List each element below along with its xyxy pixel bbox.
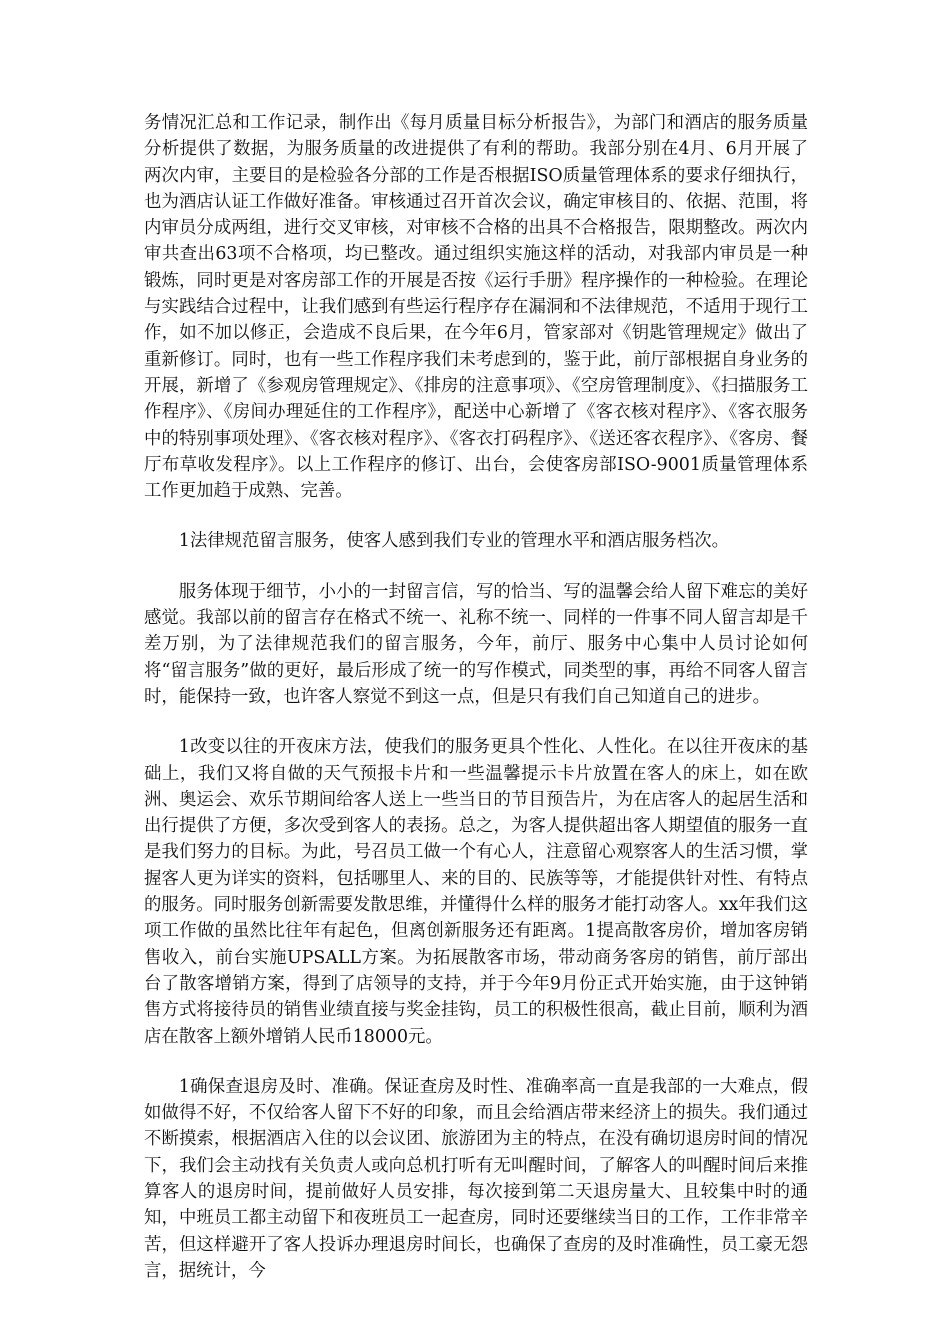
- paragraph-turndown-service: 1改变以往的开夜床方法，使我们的服务更具个性化、人性化。在以往开夜床的基础上，我们又将自做的天气预报卡片和一些温馨提示卡片放置在客人的床上，如在欧洲、奥运会、欢乐节期间给客人送上一些当日的节目预告片，为在店客人的起居生活和出行提供了方便，多次受到客人的表扬。总之，为客人提供超出客人期望值的服务一直是我们努力的目标。为此，号召员工做一个有心人，注意留心观察客人的生活习惯，掌握客人更为详实的资料，包括哪里人、来的目的、民族等等，才能提供针对性、有特点的服务。同时服务创新需要发散思维，并懂得什么样的服务才能打动客人。xx年我们这项工作做的虽然比往年有起色，但离创新服务还有距离。1提高散客房价，增加客房销售收入，前台实施UPSALL方案。为拓展散客市场，带动商务客房的销售，前厅部出台了散客增销方案，得到了店领导的支持，并于今年9月份正式开始实施，由于这钟销售方式将接待员的销售业绩直接与奖金挂钩，员工的积极性很高，截止目前，顺利为酒店在散客上额外增销人民币18000元。: [144, 737, 808, 1047]
- paragraph-message-heading: 1法律规范留言服务，使客人感到我们专业的管理水平和酒店服务档次。: [178, 531, 729, 552]
- paragraph-checkout-inspection: 1确保查退房及时、准确。保证查房及时性、准确率高一直是我部的一大难点，假如做得不好，不仅给客人留下不好的印象，而且会给酒店带来经济上的损失。我们通过不断摸索，根据酒店入住的以会议团、旅游团为主的特点，在没有确切退房时间的情况下，我们会主动找有关负责人或向总机打听有无叫醒时间，了解客人的叫醒时间后来推算客人的退房时间，提前做好人员安排，每次接到第二天退房量大、且较集中时的通知，中班员工都主动留下和夜班员工一起查房，同时还要继续当日的工作，工作非常辛苦，但这样避开了客人投诉办理退房时间长，也确保了查房的及时准确性，员工豪无怨言，据统计，今: [144, 1076, 808, 1281]
- document-page: [144, 110, 808, 1284]
- paragraph-message-service: 服务体现于细节，小小的一封留言信，写的恰当、写的温馨会给人留下难忘的美好感觉。我部以前的留言存在格式不统一、礼称不统一、同样的一件事不同人留言却是千差万别，为了法律规范我们的留言服务，今年，前厅、服务中心集中人员讨论如何将“留言服务”做的更好，最后形成了统一的写作模式，同类型的事，再给不同客人留言时，能保持一致，也许客人察觉不到这一点，但是只有我们自己知道自己的进步。: [144, 581, 808, 707]
- paragraph-quality-audit: 务情况汇总和工作记录，制作出《每月质量目标分析报告》，为部门和酒店的服务质量分析提供了数据，为服务质量的改进提供了有利的帮助。我部分别在4月、6月开展了两次内审，主要目的是检验各分部的工作是否根据ISO质量管理体系的要求仔细执行，也为酒店认证工作做好准备。审核通过召开首次会议，确定审核目的、依据、范围，将内审员分成两组，进行交叉审核，对审核不合格的出具不合格报告，限期整改。两次内审共查出63项不合格项，均已整改。通过组织实施这样的活动，对我部内审员是一种锻炼，同时更是对客房部工作的开展是否按《运行手册》程序操作的一种检验。在理论与实践结合过程中，让我们感到有些运行程序存在漏洞和不法律规范，不适用于现行工作，如不加以修正，会造成不良后果，在今年6月，管家部对《钥匙管理规定》做出了重新修订。同时，也有一些工作程序我们未考虑到的，鉴于此，前厅部根据自身业务的开展，新增了《参观房管理规定》、《排房的注意事项》、《空房管理制度》、《扫描服务工作程序》、《房间办理延住的工作程序》，配送中心新增了《客衣核对程序》、《客衣服务中的特别事项处理》、《客衣核对程序》、《客衣打码程序》、《送还客衣程序》、《客房、餐厅布草收发程序》。以上工作程序的修订、出台，会使客房部ISO-9001质量管理体系工作更加趋于成熟、完善。: [144, 113, 808, 502]
